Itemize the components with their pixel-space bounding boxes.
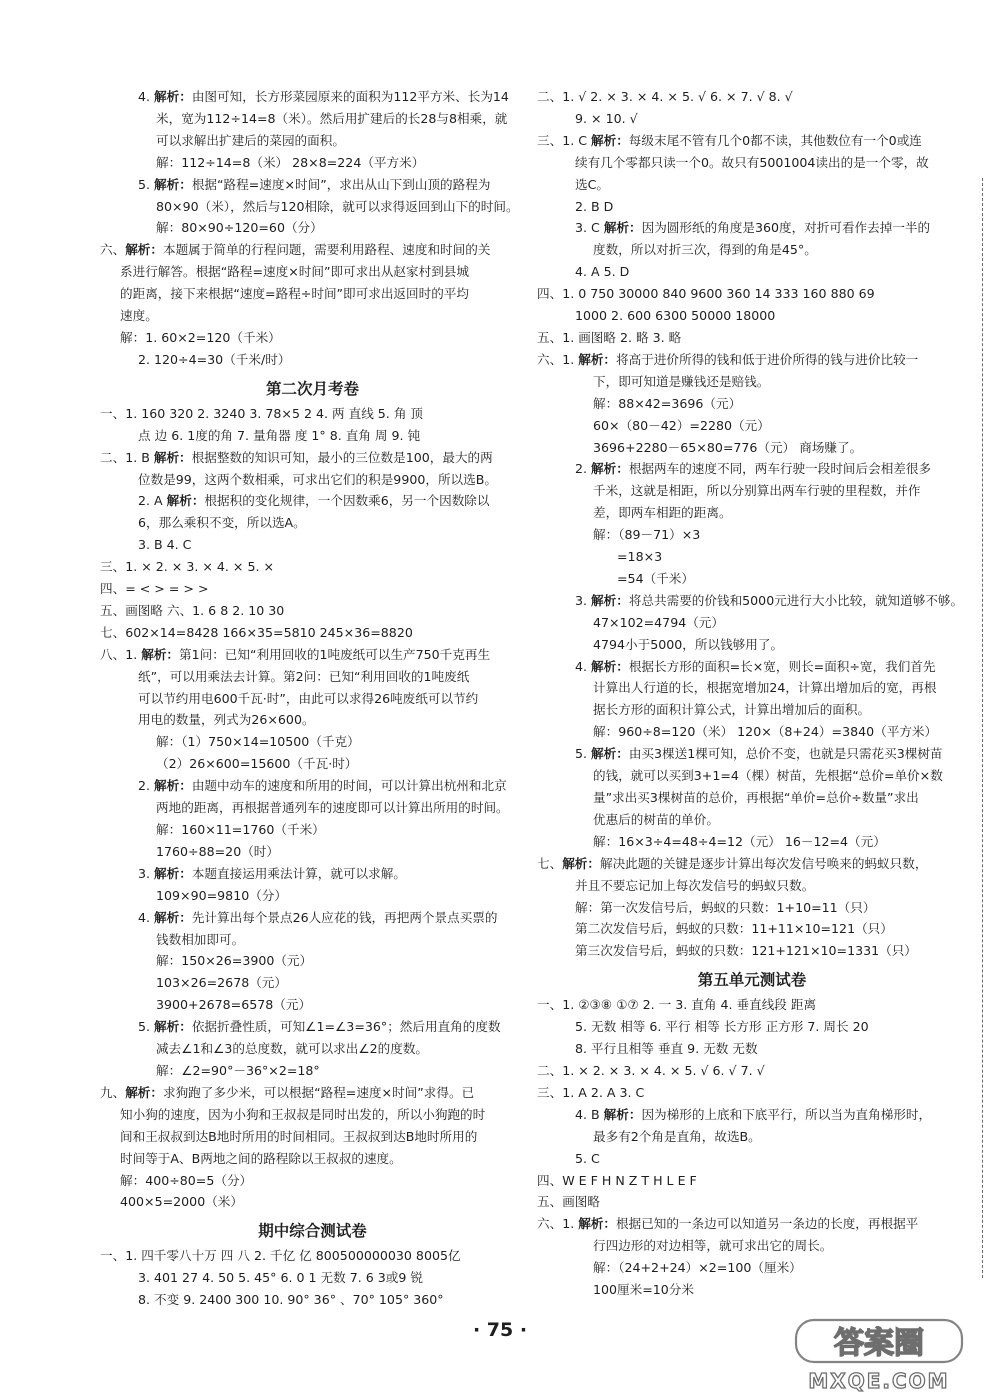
answer-line (537, 1016, 967, 1038)
line-text: 位数是99，这两个数相乘，可求出它们的积是9900，所以选B。 (138, 471, 497, 487)
line-text: 解：160×11=1760（千米） (156, 822, 325, 837)
answer-line (537, 1213, 967, 1235)
answer-line (537, 524, 967, 546)
line-text: 解：112÷14=8（米） 28×8=224（平方米） (156, 154, 425, 170)
answer-line (100, 425, 525, 447)
line-text: 1000 2. 600 6300 50000 18000 (575, 308, 776, 324)
line-text: 的钱，就可以买到3+1=4（棵）树苗，先根据“总价=单价×数 (593, 768, 943, 784)
line-text: 解：第一次发信号后，蚂蚁的只数：1+10=11（只） (575, 899, 876, 915)
line-text: 解：（1）750×14=10500（千克） (156, 734, 360, 750)
answer-line (100, 972, 525, 994)
line-text: 最多有2个角是直角，故选B。 (593, 1128, 761, 1144)
line-text: 求狗跑了多少米，可以根据“路程=速度×时间”求得。已 (162, 1084, 475, 1100)
analysis-label: 解析： (153, 449, 192, 465)
line-text: 109×90=9810（分） (156, 887, 287, 903)
analysis-label: 解析： (603, 220, 642, 236)
analysis-label: 解析： (166, 493, 205, 509)
line-text: 根据两车的速度不同，两车行驶一段时间后会相差很多 (628, 461, 932, 477)
answer-line (100, 819, 525, 841)
line-text: 三、1. × 2. × 3. × 4. × 5. × (100, 559, 275, 575)
line-text: 1760÷88=20（时） (156, 843, 279, 859)
answer-line (100, 305, 525, 327)
answer-line (100, 1082, 525, 1104)
analysis-label: 解析： (154, 89, 192, 104)
answer-line (100, 1289, 525, 1311)
analysis-label: 解析： (154, 1019, 192, 1035)
line-text: 二、1. B (100, 449, 154, 465)
answer-line (100, 239, 525, 261)
answer-line (100, 929, 525, 951)
line-text: 二、1. √ 2. × 3. × 4. × 5. √ 6. × 7. √ 8. √ (537, 89, 793, 104)
left-column (100, 86, 525, 1311)
line-text: 因为圆形纸的角度是360度，对折可看作去掉一半的 (641, 220, 931, 236)
line-text: 每级末尾不管有几个0都不读，其他数位有一个0或连 (628, 132, 922, 148)
line-text: 100厘米=10分米 (593, 1282, 694, 1298)
line-text: 并且不要忘记加上每次发信号的蚂蚁只数。 (575, 877, 815, 893)
line-text: 据长方形的面积计算公式，计算出增加后的面积。 (593, 702, 871, 718)
line-text: 两地的距离，再根据普通列车的速度即可以计算出所用的时间。 (156, 800, 509, 816)
answer-line (537, 1170, 967, 1192)
line-text: 间和王叔叔到达B地时所用的时间相同。王叔叔到达B地时所用的 (120, 1128, 478, 1144)
question-number: 六、1. (537, 351, 579, 367)
answer-line (100, 86, 525, 108)
answer-line (100, 534, 525, 556)
line-text: （2）26×600=15600（千瓦·时） (156, 756, 358, 772)
answer-line (537, 994, 967, 1016)
answer-line (100, 709, 525, 731)
line-text: 2. B D (575, 198, 614, 214)
answer-line (100, 644, 525, 666)
answer-line (537, 349, 967, 371)
line-text: 8. 平行且相等 垂直 9. 无数 无数 (575, 1041, 758, 1057)
answer-line (100, 863, 525, 885)
line-text: 解：88×42=3696（元） (593, 395, 742, 411)
answer-line (100, 512, 525, 534)
line-text: 七、602×14=8428 166×35=5810 245×36=8820 (100, 624, 413, 640)
line-text: 知小狗的速度，因为小狗和王叔叔是同时出发的，所以小狗跑的时 (120, 1106, 486, 1122)
answer-line (537, 393, 967, 415)
answer-line (537, 196, 967, 218)
answer-line (100, 666, 525, 688)
line-text: 系进行解答。根据“路程=速度×时间”即可求出从赵家村到县城 (120, 264, 469, 280)
answer-line (100, 731, 525, 753)
line-text: 下，即可知道是赚钱还是赔钱。 (593, 373, 770, 389)
line-text: =54（千米） (617, 570, 694, 586)
answer-line (537, 1191, 967, 1213)
answer-line (537, 458, 967, 480)
answer-line (100, 797, 525, 819)
answer-line (537, 217, 967, 239)
answer-line (100, 447, 525, 469)
answer-line (537, 327, 967, 349)
line-text: 本题直接运用乘法计算，就可以求解。 (191, 865, 406, 881)
answer-line (537, 415, 967, 437)
question-number: 八、1. (100, 646, 142, 662)
analysis-label: 解析： (125, 1084, 163, 1100)
line-text: 三、1. A 2. A 3. C (537, 1084, 645, 1100)
line-text: 5. C (575, 1150, 600, 1166)
answer-line (100, 349, 525, 371)
line-text: 解决此题的关键是逐步计算出每次发信号唤来的蚂蚁只数， (599, 855, 928, 871)
analysis-label: 解析： (591, 658, 629, 674)
line-text: 本题属于简单的行程问题，需要利用路程、速度和时间的关 (162, 242, 491, 258)
line-text: 4. B (575, 1106, 604, 1122)
line-text: 的距离，接下来根据“速度=路程÷时间”即可求出返回时的平均 (120, 286, 469, 302)
question-number: 5. (575, 746, 592, 762)
line-text: 将高于进价所得的钱和低于进价所得的钱与进价比较一 (616, 351, 919, 367)
answer-line (100, 1245, 525, 1267)
line-text: 计算出人行道的长，根据宽增加24，计算出增加后的宽，再根 (593, 680, 937, 696)
analysis-label: 解析： (141, 646, 179, 662)
question-number: 九、 (100, 1084, 126, 1100)
line-text: 依据折叠性质，可知∠1=∠3=36°；然后用直角的度数 (191, 1019, 501, 1035)
line-text: 钱数相加即可。 (156, 931, 245, 947)
line-text: 根据整数的知识可知，最小的三位数是100，最大的两 (191, 449, 493, 465)
answer-line (100, 108, 525, 130)
line-text: 解：400÷80=5（分） (120, 1172, 253, 1188)
answer-line (537, 130, 967, 152)
answer-line (100, 469, 525, 491)
line-text: 五、画图略 (537, 1194, 600, 1210)
answer-line (537, 765, 967, 787)
line-text: 解：（89－71）×3 (593, 527, 701, 543)
question-number: 2. (138, 778, 155, 794)
question-number: 六、 (100, 242, 126, 258)
line-text: 2. 120÷4=30（千米/时） (138, 351, 291, 367)
line-text: 减去∠1和∠3的总度数，就可以求出∠2的度数。 (156, 1041, 429, 1057)
analysis-label: 解析： (154, 909, 192, 925)
line-text: 米，宽为112÷14=8（米）。然后用扩建后的长28与8相乘，就 (156, 110, 508, 126)
line-text: 一、1. ②③⑧ ①⑦ 2. 一 3. 直角 4. 垂直线段 距离 (537, 997, 817, 1013)
line-text: 根据积的变化规律，一个因数乘6，另一个因数除以 (204, 493, 490, 509)
line-text: 时间等于A、B两地之间的路程除以王叔叔的速度。 (120, 1150, 402, 1166)
line-text: 先计算出每个景点26人应花的钱，再把两个景点买票的 (191, 909, 498, 925)
line-text: 由买3棵送1棵可知，总价不变，也就是只需花买3棵树苗 (628, 746, 943, 762)
answer-line (537, 261, 967, 283)
answer-line (100, 775, 525, 797)
line-text: 可以节约用电600千瓦·时”，由此可以求得26吨废纸可以节约 (138, 690, 479, 706)
answer-line (537, 108, 967, 130)
answer-line (537, 1279, 967, 1301)
answer-line (100, 950, 525, 972)
line-text: 2. A (138, 493, 167, 509)
section-heading: 期中综合测试卷 (258, 1222, 367, 1241)
line-text: 80×90（米），然后与120相除，就可以求得返回到山下的时间。 (156, 198, 519, 214)
answer-line (100, 1016, 525, 1038)
line-text: 二、1. × 2. × 3. × 4. × 5. √ 6. √ 7. √ (537, 1062, 765, 1078)
line-text: 优惠后的树苗的单价。 (593, 811, 719, 827)
answer-line (537, 634, 967, 656)
answer-line (100, 217, 525, 239)
answer-line (537, 699, 967, 721)
answer-line (537, 853, 967, 875)
line-text: 三、1. C (537, 132, 592, 148)
analysis-label: 解析： (591, 746, 629, 762)
line-text: 第三次发信号后，蚂蚁的只数：121+121×10=1331（只） (575, 943, 917, 959)
line-text: 4. A 5. D (575, 264, 630, 280)
question-number: 5. (138, 1019, 155, 1035)
answer-line (537, 1148, 967, 1170)
answer-line (100, 152, 525, 174)
line-text: 用电的数量，列式为26×600。 (138, 712, 315, 728)
answer-line (100, 841, 525, 863)
answer-line (100, 403, 525, 425)
answer-line (100, 688, 525, 710)
answer-line (100, 196, 525, 218)
line-text: 解：∠2=90°－36°×2=18° (156, 1062, 320, 1078)
answer-line (537, 831, 967, 853)
answer-line (100, 907, 525, 929)
line-text: 由题中动车的速度和所用的时间，可以计算出杭州和北京 (191, 778, 507, 794)
line-text: 400×5=2000（米） (120, 1194, 243, 1210)
section-heading: 第五单元测试卷 (697, 971, 807, 990)
answer-line (537, 502, 967, 524)
line-text: 5. 无数 相等 6. 平行 相等 长方形 正方形 7. 周长 20 (575, 1019, 869, 1035)
answer-line (100, 885, 525, 907)
line-text: 6，那么乘积不变，所以选A。 (138, 515, 306, 531)
line-text: 3696+2280－65×80=776（元） 商场赚了。 (593, 439, 863, 455)
line-text: 由图可知，长方形菜园原来的面积为112平方米、长为14 (191, 89, 509, 104)
line-text: 度数，所以对折三次，得到的角是45°。 (593, 242, 817, 258)
analysis-label: 解析： (154, 865, 192, 881)
answer-line (537, 809, 967, 831)
analysis-label: 解析： (125, 242, 163, 258)
line-text: 60×（80－42）=2280（元） (593, 417, 770, 433)
answer-line (100, 1148, 525, 1170)
answer-line (100, 1060, 525, 1082)
line-text: 四、W E F H N Z T H L E F (537, 1172, 697, 1188)
line-text: 五、画图略 六、1. 6 8 2. 10 30 (100, 602, 285, 618)
line-text: 解：（24+2+24）×2=100（厘米） (593, 1260, 802, 1276)
line-text: 四、1. 0 750 30000 840 9600 360 14 333 160 880 69 (537, 286, 875, 302)
line-text: 纸”，可以用乘法去计算。第2问：已知“利用回收的1吨废纸 (138, 668, 470, 684)
line-text: 千米，这就是相距，所以分别算出两车行驶的里程数，并作 (593, 483, 921, 499)
line-text: 速度。 (120, 308, 158, 324)
answer-line (537, 174, 967, 196)
answer-line (537, 1104, 967, 1126)
line-text: 4794小于5000，所以钱够用了。 (593, 636, 784, 652)
answer-line (537, 1082, 967, 1104)
question-number: 4. (138, 89, 155, 104)
line-text: 解：960÷8=120（米） 120×（8+24）=3840（平方米） (593, 724, 938, 740)
line-text: 五、1. 画图略 2. 略 3. 略 (537, 329, 682, 345)
answer-line (100, 261, 525, 283)
line-text: 3. 401 27 4. 50 5. 45° 6. 0 1 无数 7. 6 3或9 锐 (138, 1270, 423, 1286)
question-number: 5. (138, 176, 155, 192)
answer-line (100, 174, 525, 196)
analysis-label: 解析： (603, 1106, 642, 1122)
line-text: 解：150×26=3900（元） (156, 953, 313, 969)
answer-line (100, 753, 525, 775)
line-text: 3. C (575, 220, 604, 236)
answer-line (537, 86, 967, 108)
line-text: 将总共需要的价钱和5000元进行大小比较，就知道够不够。 (628, 592, 964, 608)
line-text: 47×102=4794（元） (593, 614, 724, 630)
question-number: 3. (575, 592, 592, 608)
answer-line (100, 1038, 525, 1060)
analysis-label: 解析： (591, 132, 629, 148)
line-text: 续有几个零都只读一个0。故只有5001004读出的是一个零，故 (575, 154, 929, 170)
line-text: 3. B 4. C (138, 537, 192, 553)
analysis-label: 解析： (578, 351, 616, 367)
answer-line (537, 590, 967, 612)
line-text: 9. × 10. √ (575, 110, 638, 126)
answer-line (100, 622, 525, 644)
line-text: 8. 不变 9. 2400 300 10. 90° 36° 、70° 105° 360° (138, 1292, 444, 1308)
answer-line (100, 1191, 525, 1213)
answer-line (537, 940, 967, 962)
line-text: 点 边 6. 1度的角 7. 量角器 度 1° 8. 直角 周 9. 钝 (138, 427, 421, 443)
line-text: 解：1. 60×2=120（千米） (120, 329, 281, 345)
answer-line (537, 1038, 967, 1060)
answer-line (537, 918, 967, 940)
answer-line (537, 283, 967, 305)
answer-line (537, 1257, 967, 1279)
line-text: 一、1. 160 320 2. 3240 3. 78×5 2 4. 两 直线 5. 角 顶 (100, 405, 424, 421)
answer-line (100, 1170, 525, 1192)
question-number: 4. (575, 658, 592, 674)
answer-line (537, 787, 967, 809)
line-text: 一、1. 四千零八十万 四 八 2. 千亿 亿 800500000030 8005亿 (100, 1248, 461, 1264)
line-text: 根据已知的一条边可以知道另一条边的长度，再根据平 (616, 1216, 919, 1232)
answer-line (100, 1104, 525, 1126)
answer-line (100, 283, 525, 305)
answer-line (537, 371, 967, 393)
line-text: =18×3 (617, 549, 663, 565)
line-text: 第二次发信号后，蚂蚁的只数：11+11×10=121（只） (575, 921, 893, 937)
answer-line (537, 875, 967, 897)
question-number: 3. (138, 865, 155, 881)
answer-line (537, 677, 967, 699)
question-number: 六、1. (537, 1216, 579, 1232)
line-text: 103×26=2678（元） (156, 975, 287, 991)
answer-line (537, 656, 967, 678)
answer-line (537, 897, 967, 919)
section-heading: 第二次月考卷 (265, 379, 359, 398)
watermark-cn-text: 答案圈 (834, 1326, 924, 1361)
line-text: 第1问：已知“利用回收的1吨废纸可以生产750千克再生 (179, 646, 491, 662)
answer-line (537, 305, 967, 327)
answer-line (100, 490, 525, 512)
line-text: 可以求解出扩建后的菜园的面积。 (156, 132, 345, 148)
answer-line (537, 152, 967, 174)
answer-line (537, 239, 967, 261)
right-column (537, 86, 967, 1301)
analysis-label: 解析： (154, 176, 192, 192)
watermark-en-text: MXQE.COM (808, 1369, 950, 1393)
line-text: 选C。 (575, 176, 609, 192)
answer-line (537, 1060, 967, 1082)
question-number: 七、 (537, 855, 563, 871)
answer-line (100, 327, 525, 349)
answer-line (537, 546, 967, 568)
question-number: 4. (138, 909, 155, 925)
answer-line (100, 130, 525, 152)
analysis-label: 解析： (578, 1216, 616, 1232)
question-number: 2. (575, 461, 592, 477)
line-text: 因为梯形的上底和下底平行，所以当为直角梯形时， (641, 1106, 932, 1122)
line-text: 根据长方形的面积=长×宽，则长=面积÷宽，我们首先 (628, 658, 936, 674)
answer-line (537, 743, 967, 765)
analysis-label: 解析： (154, 778, 192, 794)
answer-line (100, 578, 525, 600)
line-text: 量”求出买3棵树苗的总价，再根据“单价=总价÷数量”求出 (593, 790, 919, 805)
line-text: 解：16×3÷4=48÷4=12（元） 16－12=4（元） (593, 833, 886, 849)
answer-line (537, 437, 967, 459)
analysis-label: 解析： (591, 592, 629, 608)
answer-line (537, 1126, 967, 1148)
line-text: 行四边形的对边相等，就可求出它的周长。 (593, 1238, 833, 1254)
answer-line (537, 1235, 967, 1257)
analysis-label: 解析： (591, 461, 629, 477)
line-text: 根据“路程=速度×时间”，求出从山下到山顶的路程为 (191, 176, 491, 192)
watermark-logo (788, 1316, 970, 1394)
analysis-label: 解析： (562, 855, 600, 871)
answer-line (100, 556, 525, 578)
line-text: 解：80×90÷120=60（分） (156, 220, 323, 236)
dashed-cut-line (982, 178, 983, 1278)
answer-line (100, 994, 525, 1016)
answer-line (100, 1267, 525, 1289)
answer-line (100, 1126, 525, 1148)
answer-line (537, 568, 967, 590)
line-text: 差，即两车相距的距离。 (593, 505, 732, 521)
answer-line (100, 600, 525, 622)
answer-line (537, 480, 967, 502)
line-text: 3900+2678=6578（元） (156, 997, 312, 1013)
answer-line (537, 612, 967, 634)
answer-line (537, 721, 967, 743)
line-text: 四、= < > = > > (100, 581, 209, 597)
page-number: · 75 · (472, 1319, 528, 1341)
